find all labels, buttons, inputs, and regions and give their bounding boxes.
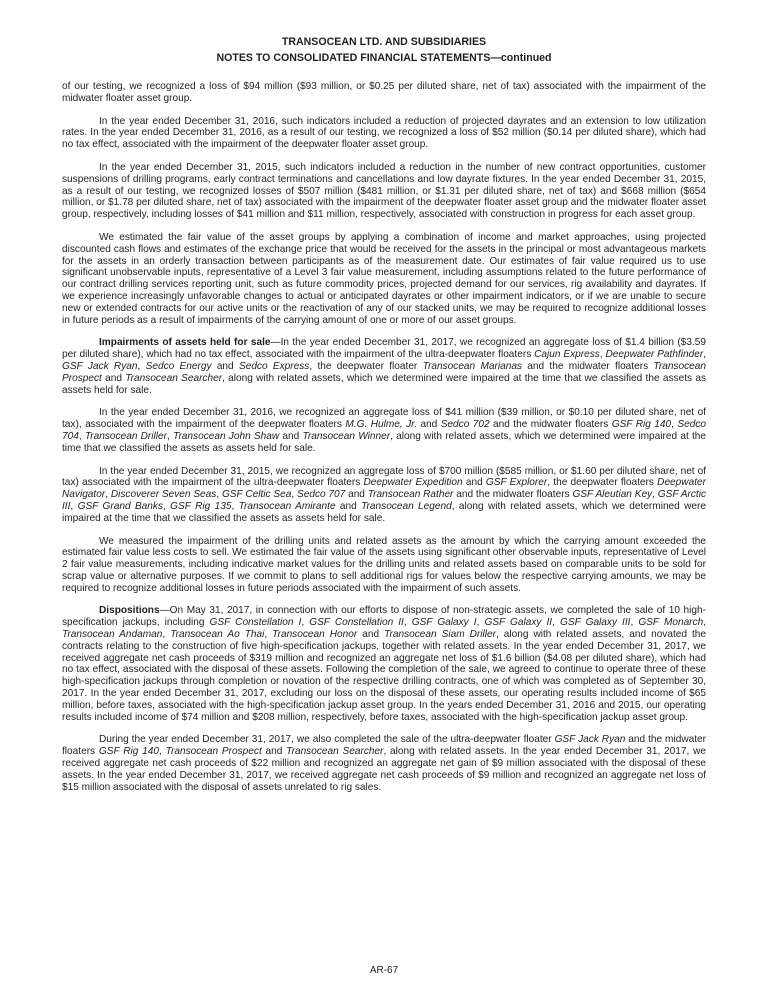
paragraph-lead-in: Impairments of assets held for sale [99,337,271,349]
paragraph [62,232,706,326]
vessel-name: Sedco 707 [296,489,346,501]
text-run: , [137,360,146,372]
document-body [62,81,706,804]
text-run: , the deepwater floater [309,360,423,372]
vessel-name: Cajun Express [534,349,600,361]
text-run: , along with related assets. In the year ended December 31, 2017, we received aggregate net cash proceeds of $22 million and recognized an aggregate net gain of $9 million associated with the disposal of these assets. In the year ended December 31, 2017, we received aggregate net cash proceeds of $9 million and recognized an aggregate net loss of $15 million associated with the disposal of assets unrelated to rig sales. [62,746,707,793]
text-run: , [599,349,606,361]
vessel-name: Transocean Siam Driller [384,629,496,641]
vessel-name: Transocean Prospect [165,746,262,758]
text-run: , along with related assets, and novated the contracts relating to the construction of five high-specification jackups, together with related assets. In the year ended December 31, 2017, we received aggregate net cash proceeds of $319 million and recognized an aggregate net loss of $1.6 billion ($4.08 per diluted share), which had no tax effect, associated with the disposal of these assets. Following the completion of the sale, we agreed to continue to operate three of these high-specification jackups through completion or novation of the respective drilling contracts, one of which was completed as of September 30, 2017. In the year ended December 31, 2017, excluding our loss on the disposal of these assets, our operating results included income of $65 million, before taxes, associated with the high-specification jackup asset group. In the years ended December 31, 2016 and 2015, our operating results included income of $74 million and $208 million, respectively, before taxes, associated with the high-specification jackup asset group. [62,629,707,723]
text-run: , [703,617,707,629]
statement-title: NOTES TO CONSOLIDATED FINANCIAL STATEMENTS—continued [216,52,552,64]
text-run: , [162,629,171,641]
text-run: During the year ended December 31, 2017, we also completed the sale of the ultra-deepwater floater [99,734,555,746]
text-run: , [476,617,485,629]
paragraph [62,605,706,723]
text-run: , [216,489,222,501]
text-run: and the midwater floaters [489,419,612,431]
vessel-name: Transocean Searcher [125,372,223,384]
text-run: and [345,489,368,501]
company-name: TRANSOCEAN LTD. AND SUBSIDIARIES [281,36,487,48]
paragraph [62,407,706,454]
text-run: , [264,629,273,641]
text-run: We estimated the fair value of the asset groups by applying a combination of income and market approaches, using projected discounted cash flows and estimates of the exchange price that would be received for the assets in the principal or most advantageous markets for the assets in an orderly transaction between participants as of the measurement date. Our estimates of fair value required us to use significant unobservable inputs, representative of a Level 3 fair value measurement, including assumptions related to the future performance of our contract drilling services reporting unit, such as future commodity prices, projected demand for our services, rig availability and dayrates. If we experience increasingly unfavorable changes to actual or anticipated dayrates or other impairment indicators, or if we are unable to secure new or extended contracts for our active units or the reactivation of any of our stacked units, we may be required to recognize additional losses in future periods as a result of impairments of the carrying amount of one or more of our asset groups. [62,231,706,326]
document-footer [62,965,706,981]
text-run: , [105,489,111,501]
vessel-name: Sedco 702 [440,419,490,431]
text-run: , along with related assets, which we determined were impaired at the time that we classified the assets as assets held for sale. [62,372,706,396]
vessel-name: Transocean Rather [367,489,454,501]
vessel-name: GSF Celtic Sea [221,489,292,501]
vessel-name: Discoverer Seven Seas [110,489,217,501]
vessel-name: GSF Monarch [638,617,704,629]
vessel-name: Transocean Searcher [286,746,384,758]
text-run: and [211,360,239,372]
text-run: —On May 31, 2017, in connection with our efforts to dispose of non-strategic assets, we completed the sale of 10 high-specification jackups, including [62,605,706,629]
text-run: We measured the impairment of the drilling units and related assets as the amount by which the carrying amount exceeded the estimated fair value less costs to sell. We estimated the fair value of the assets using significant other observable inputs, representative of Level 2 fair value measurements, including indicative market values for the drilling units and related assets based on comparable units to be sold for scrap value or alternative purposes. If we commit to plans to sell additional rigs for values below the respective carrying amounts, we may be required to recognize additional losses in future periods associated with the impairment of such assets. [62,535,706,594]
vessel-name: GSF Aleutian Key [572,489,653,501]
vessel-name: GSF Grand Banks [77,500,163,512]
text-run: , [231,500,239,512]
vessel-name: GSF Rig 135 [170,500,232,512]
text-run: In the year ended December 31, 2015, we recognized an aggregate loss of $700 million ($585 million, or $1.60 per diluted share, net of tax) associated with the impairment of the ultra-deepwater floaters [62,465,706,489]
text-run: , [70,500,78,512]
text-run: , [291,489,297,501]
vessel-name: Transocean Driller [84,430,167,442]
text-run: , [78,430,85,442]
vessel-name: GSF Galaxy II [484,617,553,629]
paragraph [62,734,706,793]
text-run: of our testing, we recognized a loss of $94 million ($93 million, or $0.25 per diluted share, net of tax) associated with the impairment of the midwater floater asset group. [62,81,706,104]
text-run: , [552,617,560,629]
vessel-name: GSF Explorer [485,477,548,489]
paragraph [62,81,706,105]
text-run: , the deepwater floaters [547,477,658,489]
vessel-name: GSF Rig 140 [98,746,159,758]
text-run: and the midwater floaters [521,360,654,372]
text-run: and [335,500,362,512]
vessel-name: GSF Constellation I [209,617,302,629]
vessel-name: Transocean Amirante [238,500,336,512]
vessel-name: GSF Galaxy III [559,617,631,629]
text-run: , [630,617,639,629]
text-run: and [357,629,385,641]
vessel-name: Sedco 704 [62,419,707,442]
vessel-name: GSF Rig 140 [611,419,672,431]
vessel-name: Transocean Andaman [62,629,163,641]
text-run: In the year ended December 31, 2016, such indicators included a reduction of projected dayrates and an extension to low utilization rates. In the year ended December 31, 2016, as a result of our testing, we recognized a loss of $52 million ($0.14 per diluted share), which had no tax effect, associated with the impairment of the deepwater floater asset group. [62,115,706,151]
vessel-name: Sedco Express [238,360,310,372]
text-run: , along with related assets, which we determined were impaired at the time that we classified the assets as assets held for sale. [62,430,707,454]
vessel-name: Transocean Winner [302,430,391,442]
vessel-name: Transocean Marianas [422,360,522,372]
paragraph [62,162,706,221]
paragraph [62,337,706,396]
vessel-name: Transocean Legend [361,500,452,512]
text-run: , [163,500,171,512]
vessel-name: Deepwater Pathfinder [605,349,704,361]
page-number: AR-67 [369,965,399,976]
vessel-name: GSF Constellation II [309,617,404,629]
paragraph-lead-in: Dispositions [99,605,160,617]
text-run: , [671,419,678,431]
vessel-name: GSF Jack Ryan [554,734,626,746]
text-run: and [279,430,303,442]
text-run: and [101,372,126,384]
vessel-name: M.G. Hulme, Jr. [345,419,417,431]
text-run: , along with related assets, which we determined were impaired at the time that we classified the assets as assets held for sale. [62,500,707,524]
text-run: and [261,746,287,758]
text-run: In the year ended December 31, 2015, such indicators included a reduction in the number of new contract opportunities, customer suspensions of drilling programs, early contract terminations and cancellations and low dayrate fixtures. In the year ended December 31, 2015, as a result of our testing, we recognized losses of $507 million ($481 million, or $1.31 per diluted share, net of tax) and $668 million ($654 million, or $1.78 per diluted share, net of tax) associated with the impairment of the deepwater floater asset group and the midwater floater asset group, respectively, including losses of $41 million and $11 million, respectively, associated with construction in progress for each asset group. [62,161,706,221]
text-run: and the midwater floaters [453,489,573,501]
vessel-name: Deepwater Navigator [62,477,706,501]
text-run: and the midwater floaters [62,734,707,758]
text-run: and [416,419,441,431]
text-run: , [301,617,310,629]
vessel-name: GSF Galaxy I [411,617,477,629]
vessel-name: Sedco Energy [145,360,212,372]
paragraph [62,466,706,525]
text-run: In the year ended December 31, 2016, we recognized an aggregate loss of $41 million ($39 million, or $0.10 per diluted share, net of tax), associated with the impairment of the deepwater floaters [62,407,706,431]
text-run: , [703,349,706,361]
vessel-name: GSF Arctic III [62,489,707,512]
text-run: , [167,430,174,442]
text-run: , [652,489,658,501]
document-header [62,34,706,66]
vessel-name: GSF Jack Ryan [62,360,138,372]
vessel-name: Deepwater Expedition [363,477,463,489]
vessel-name: Transocean Honor [272,629,358,641]
text-run: —In the year ended December 31, 2017, we recognized an aggregate loss of $1.4 billion ($3.59 per diluted share), which had no tax effect, associated with the impairment of the ultra-deepwater floaters [62,337,706,361]
text-run: , [403,617,412,629]
text-run: , [159,746,166,758]
paragraph [62,536,706,595]
vessel-name: Transocean Ao Thai [170,629,265,641]
vessel-name: Transocean John Shaw [173,430,280,442]
paragraph [62,116,706,151]
text-run: and [462,477,486,489]
vessel-name: Transocean Prospect [62,360,706,384]
